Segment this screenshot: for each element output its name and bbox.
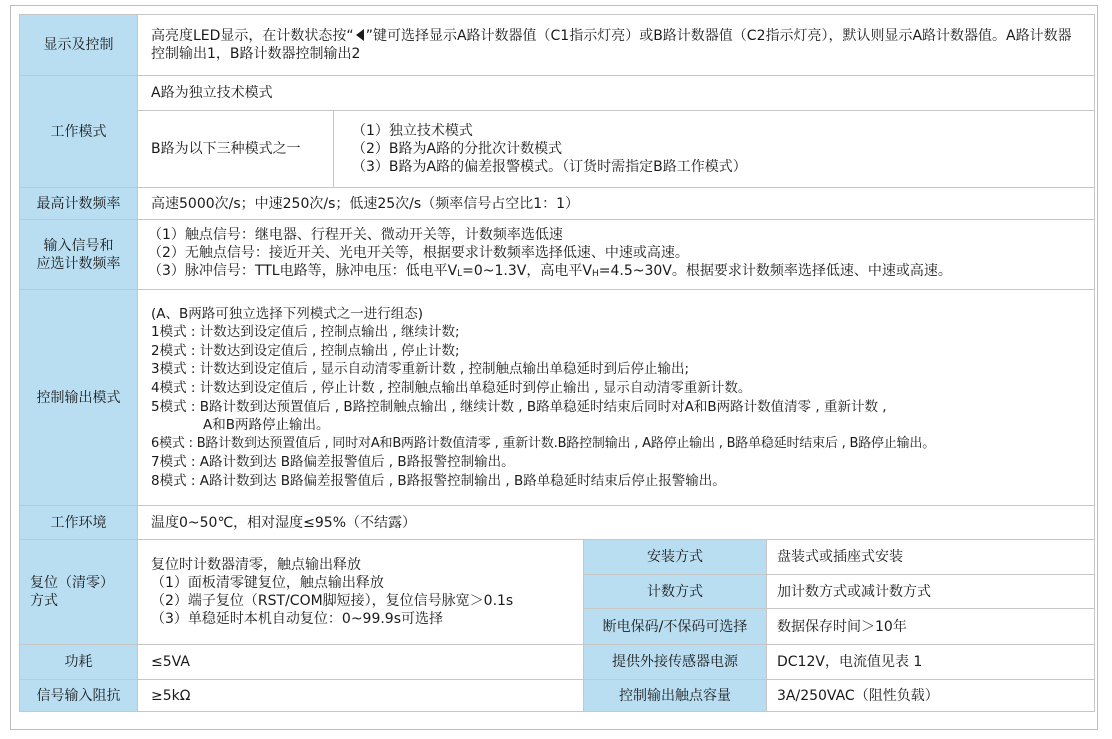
environment-value: 温度0~50℃，相对湿度≤95%（不结露）	[138, 506, 1095, 540]
work-mode-b-options	[334, 111, 1095, 188]
control-output-label: 控制输出模式	[20, 290, 138, 506]
power-retain-value: 数据保存时间＞10年	[767, 609, 1095, 645]
reset-line: （3）单稳延时本机自动复位：0~99.9s可选择	[151, 611, 444, 627]
input-signal-line: （2）无触点信号：接近开关、光电开关等，根据要求计数频率选择低速、中速或高速。	[148, 245, 689, 261]
reset-value	[138, 540, 584, 645]
row-reset-1	[20, 540, 1095, 575]
control-mode-line: 2模式 : 计数达到设定值后 , 控制点输出 , 停止计数;	[151, 342, 460, 359]
row-impedance	[20, 680, 1095, 712]
input-signal-label-line2: 应选计数频率	[36, 255, 121, 272]
row-input-signal	[20, 220, 1095, 290]
reset-label	[20, 540, 138, 645]
max-freq-value: 高速5000次/s；中速250次/s；低速25次/s（频率信号占空比1：1）	[138, 188, 1095, 220]
contact-capacity-value: 3A/250VAC（阻性负载）	[767, 680, 1095, 712]
display-value	[138, 15, 1095, 76]
control-mode-line: 7模式 : A路计数到达 B路偏差报警值后 , B路报警控制输出。	[151, 454, 515, 471]
install-value: 盘装式或插座式安装	[767, 540, 1095, 575]
row-control-output	[20, 290, 1095, 506]
work-mode-a: A路为独立技术模式	[138, 76, 1095, 111]
work-mode-label: 工作模式	[20, 76, 138, 188]
row-display	[20, 15, 1095, 76]
pulse-text-a: （3）脉冲信号：TTL电路等，脉冲电压：低电平V	[148, 263, 458, 279]
power-label: 功耗	[20, 645, 138, 680]
reset-line: （1）面板清零键复位，触点输出释放	[151, 575, 384, 591]
pulse-text-c: =4.5~30V。根据要求计数频率选择低速、中速或高速。	[598, 263, 952, 279]
control-mode-line: 4模式 : 计数达到设定值后 , 停止计数 , 控制触点输出单稳延时到停止输出 , 显示自动清零重新计数。	[151, 379, 752, 396]
sensor-power-label: 提供外接传感器电源	[584, 645, 767, 680]
row-work-mode-b	[20, 111, 1095, 188]
spec-table	[19, 14, 1095, 712]
count-mode-value: 加计数方式或减计数方式	[767, 575, 1095, 609]
input-signal-label	[20, 220, 138, 290]
reset-label-line1: 复位（清零）	[30, 575, 114, 591]
pulse-text-b: =0~1.3V，高电平V	[462, 263, 592, 279]
control-mode-line: 5模式 : B路计数到达预置值后 , B路控制触点输出 , 继续计数 , B路单稳延时结束后同时对A和B两路计数值清零 , 重新计数 ,	[151, 398, 887, 415]
display-label: 显示及控制	[20, 15, 138, 76]
control-output-value	[138, 290, 1095, 506]
sensor-power-value: DC12V，电流值见表 1	[767, 645, 1095, 680]
control-mode-line: 8模式 : A路计数到达 B路偏差报警值后 , B路报警控制输出 , B路单稳延时结束后停止报警输出。	[151, 472, 726, 489]
impedance-label: 信号输入阻抗	[20, 680, 138, 712]
reset-label-line2: 方式	[30, 593, 58, 609]
power-retain-label: 断电保码/不保码可选择	[584, 609, 767, 645]
row-work-mode-a	[20, 76, 1095, 111]
max-freq-label: 最高计数频率	[20, 188, 138, 220]
display-text-after: ”键可选择显示A路计数器值（C1指示灯亮）或B路计数器值（C2指示灯亮），默认则显示A路计数器值。A路计数器控制输出1，B路计数器控制输出2	[151, 28, 1072, 62]
input-signal-label-line1: 输入信号和	[43, 237, 114, 254]
count-mode-label: 计数方式	[584, 575, 767, 609]
row-environment	[20, 506, 1095, 540]
spec-table-frame	[10, 5, 1098, 730]
input-signal-line: （1）触点信号：继电器、行程开关、微动开关等，计数频率选低速	[148, 227, 563, 243]
row-max-freq	[20, 188, 1095, 220]
input-signal-line	[148, 262, 1094, 283]
control-mode-line: (A、B两路可独立选择下列模式之一进行组态)	[151, 305, 424, 322]
control-mode-line: 1模式 : 计数达到设定值后 , 控制点输出 , 继续计数;	[151, 324, 460, 341]
control-mode-line: 3模式 : 计数达到设定值后 , 显示自动清零重新计数 , 控制触点输出单稳延时到后停止输出;	[151, 361, 690, 378]
contact-capacity-label: 控制输出触点容量	[584, 680, 767, 712]
environment-label: 工作环境	[20, 506, 138, 540]
work-mode-b-option: （3）B路为A路的偏差报警模式。（订货时需指定B路工作模式）	[352, 159, 747, 175]
row-power	[20, 645, 1095, 680]
install-label: 安装方式	[584, 540, 767, 575]
power-value: ≤5VA	[138, 645, 584, 680]
reset-line: 复位时计数器清零，触点输出释放	[151, 557, 361, 573]
work-mode-b-option: （2）B路为A路的分批次计数模式	[352, 141, 563, 157]
work-mode-b-label: B路为以下三种模式之一	[138, 111, 334, 188]
pulse-sub-high: H	[591, 269, 599, 279]
input-signal-value	[138, 220, 1095, 290]
control-mode-5-continuation: A和B两路停止输出。	[203, 417, 330, 434]
left-triangle-icon	[356, 29, 364, 41]
pulse-sub-low: L	[457, 269, 463, 279]
control-mode-line: 6模式 : B路计数到达预置值后 , 同时对A和B两路计数值清零 , 重新计数.B路控制输出 , A路停止输出 , B路单稳延时结束后 , B路停止输出。	[151, 435, 936, 451]
display-text-before: 高亮度LED显示，在计数状态按“	[151, 28, 354, 44]
impedance-value: ≥5kΩ	[138, 680, 584, 712]
reset-line: （2）端子复位（RST/COM脚短接），复位信号脉宽＞0.1s	[151, 593, 514, 609]
work-mode-b-option: （1）独立技术模式	[352, 123, 473, 139]
